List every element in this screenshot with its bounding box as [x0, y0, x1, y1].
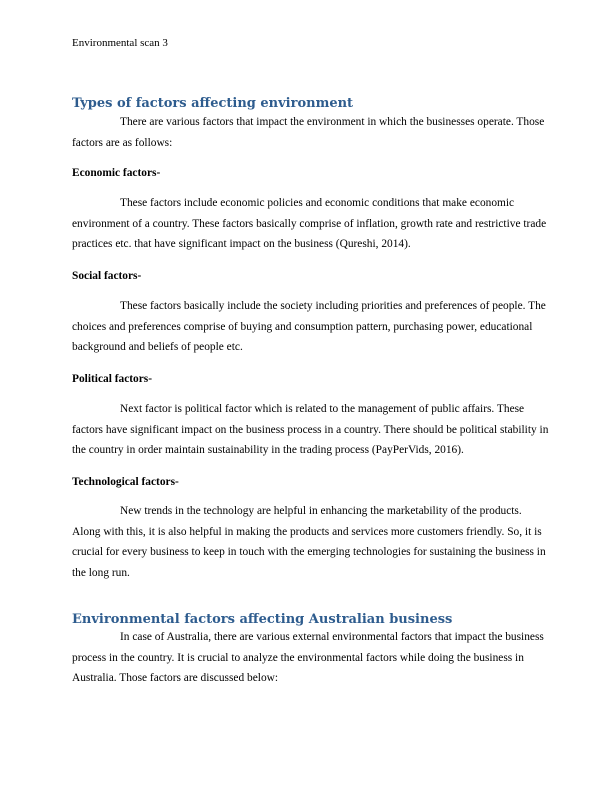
subheading-social-factors: Social factors-	[72, 270, 142, 282]
section-heading-types-of-factors: Types of factors affecting environment	[72, 96, 354, 111]
running-head: Environmental scan 3	[72, 37, 168, 49]
subheading-economic-factors: Economic factors-	[72, 167, 161, 179]
subheading-political-factors: Political factors-	[72, 373, 153, 385]
subheading-technological-factors: Technological factors-	[72, 476, 179, 488]
economic-factors-paragraph: These factors include economic policies and economic conditions that make economic environment of a country. These factors basically comprise of inflation, growth rate and restrictive trade practices etc. that have significant impact on the business (Qureshi, 2014).	[72, 197, 547, 250]
section-heading-australian-business: Environmental factors affecting Australian business	[72, 612, 453, 627]
social-factors-paragraph: These factors basically include the society including priorities and preferences of people. The choices and preferences comprise of buying and consumption pattern, purchasing power, educational background and beliefs of people etc.	[72, 300, 546, 353]
political-factors-paragraph: Next factor is political factor which is related to the management of public affairs. These factors have significant impact on the business process in a country. There should be political stability in the country in order maintain sustainability in the trading process (PayPerVids, 2016).	[72, 403, 549, 456]
section1-intro-paragraph: There are various factors that impact the environment in which the businesses operate. Those factors are as follows:	[72, 116, 545, 149]
section2-intro-paragraph: In case of Australia, there are various external environmental factors that impact the business process in the country. It is crucial to analyze the environmental factors while doing the business in Australia. Those factors are discussed below:	[72, 631, 544, 684]
technological-factors-paragraph: New trends in the technology are helpful in enhancing the marketability of the products. Along with this, it is also helpful in making the products and services more customers friendly. So, it is crucial for every business to keep in touch with the emerging technologies for sustaining the business in the long run.	[72, 505, 546, 579]
